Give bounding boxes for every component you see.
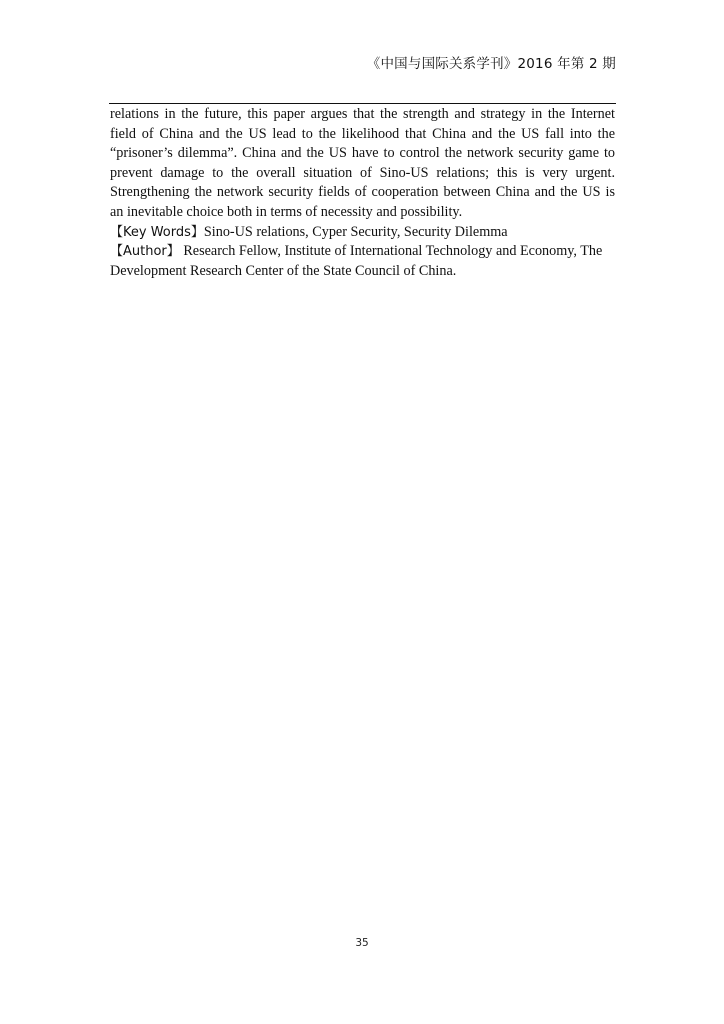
abstract-line: field of China and the US lead to the likelihood that China and the US fall into the <box>110 125 615 142</box>
author-label: 【Author】 <box>110 244 180 260</box>
keywords-label: 【Key Words】 <box>110 224 204 240</box>
author-line-continued <box>110 262 615 282</box>
abstract-line: prevent damage to the overall situation of Sino-US relations; this is very urgent. <box>110 164 615 181</box>
journal-issue-header: 《中国与国际关系学刊》2016 年第 2 期 <box>366 56 616 72</box>
keywords-text: Sino-US relations, Cyper Security, Security Dilemma <box>203 223 508 240</box>
abstract-line: “prisoner’s dilemma”. China and the US have to control the network security game to <box>110 145 615 162</box>
keywords-line <box>110 223 615 243</box>
page-number: 35 <box>355 937 369 949</box>
abstract-paragraph <box>110 105 615 223</box>
header-rule <box>109 103 616 104</box>
abstract-line: relations in the future, this paper argues that the strength and strategy in the Internet <box>110 106 615 122</box>
abstract-body <box>110 105 615 281</box>
author-line <box>110 242 615 262</box>
abstract-line: an inevitable choice both in terms of necessity and possibility. <box>110 203 463 220</box>
author-affiliation-line2: Development Research Center of the State Council of China. <box>110 262 457 279</box>
abstract-line: Strengthening the network security fields of cooperation between China and the US is <box>110 184 615 201</box>
author-affiliation-line1: Research Fellow, Institute of International Technology and Economy, The <box>179 243 603 260</box>
